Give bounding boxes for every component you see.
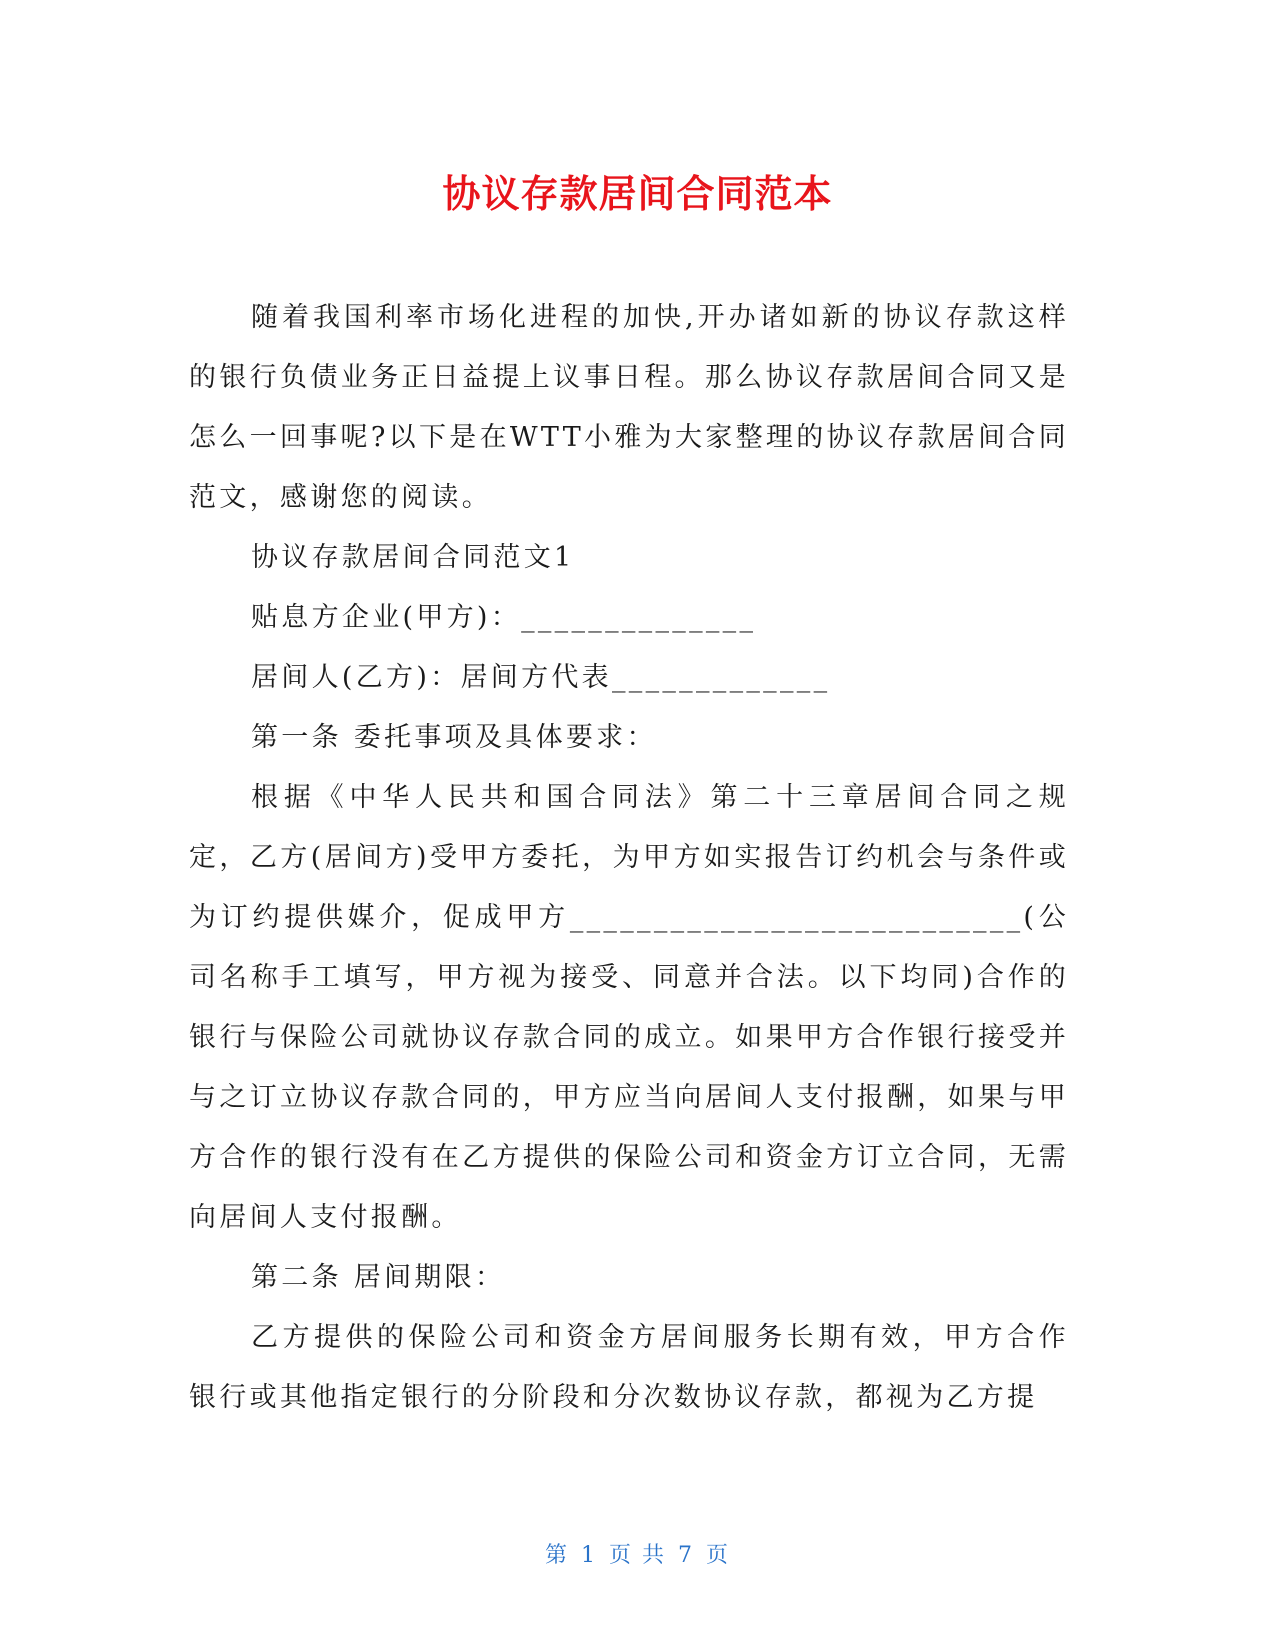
current-page-number: 1 (581, 1543, 597, 1568)
article-1-heading: 第一条 委托事项及具体要求： (251, 722, 657, 753)
party-b-line: 居间人(乙方)：居间方代表_____________ (251, 662, 831, 693)
document-body (189, 288, 1069, 1428)
footer-prefix: 第 (544, 1543, 569, 1568)
article-1-body: 根据《中华人民共和国合同法》第二十三章居间合同之规定，乙方(居间方)受甲方委托，为甲方如实报告订约机会与条件或为订约提供媒介，促成甲方___________________________(公司名称手工填写，甲方视为接受、同意并合法。以下均同)合作的银行与保险公司就协议存款合同的成立。如果甲方合作银行接受并与之订立协议存款合同的，甲方应当向居间人支付报酬，如果与甲方合作的银行没有在乙方提供的保险公司和资金方订立合同，无需向居间人支付报酬。 (189, 782, 1069, 1233)
party-a-line: 贴息方企业(甲方)：______________ (251, 602, 757, 633)
article-2-heading: 第二条 居间期限： (251, 1262, 506, 1293)
intro-paragraph: 随着我国利率市场化进程的加快,开办诸如新的协议存款这样的银行负债业务正日益提上议事日程。那么协议存款居间合同又是怎么一回事呢?以下是在WTT小雅为大家整理的协议存款居间合同范文，感谢您的阅读。 (189, 302, 1069, 513)
footer-middle: 页 共 (609, 1543, 666, 1568)
section-heading: 协议存款居间合同范文1 (251, 542, 575, 573)
article-2-body: 乙方提供的保险公司和资金方居间服务长期有效，甲方合作银行或其他指定银行的分阶段和分次数协议存款，都视为乙方提 (189, 1322, 1069, 1413)
page-footer (0, 1538, 1275, 1569)
footer-suffix: 页 (706, 1543, 731, 1568)
total-pages-number: 7 (678, 1543, 694, 1568)
document-title: 协议存款居间合同范本 (442, 172, 833, 216)
